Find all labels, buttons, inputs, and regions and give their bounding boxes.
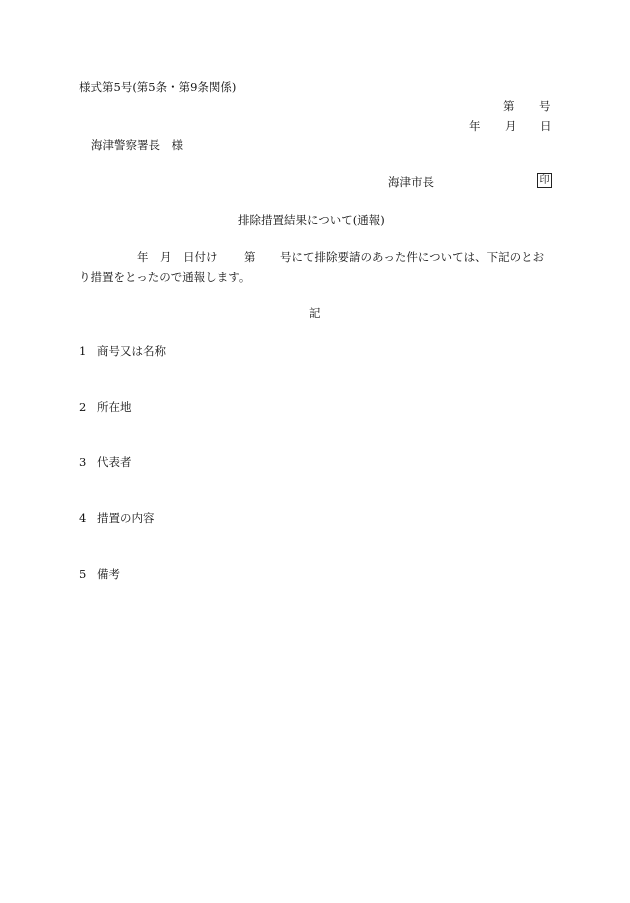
item-4-label: 措置の内容 bbox=[97, 511, 155, 525]
body-text: 号にて排除要請のあった件については、下記のとお bbox=[280, 250, 545, 264]
item-3-label: 代表者 bbox=[97, 455, 132, 469]
ki-heading: 記 bbox=[309, 306, 321, 320]
item-3-number: 3 bbox=[79, 455, 87, 469]
number-dai: 第 bbox=[503, 99, 515, 113]
item-2-label: 所在地 bbox=[97, 400, 132, 414]
date-day: 日 bbox=[540, 119, 552, 133]
item-1-number: 1 bbox=[79, 344, 87, 358]
item-2-number: 2 bbox=[79, 400, 87, 414]
date-year: 年 bbox=[469, 119, 481, 133]
sender: 海津市長 bbox=[388, 175, 434, 189]
document-title: 排除措置結果について(通報) bbox=[238, 213, 385, 227]
body-number-dai: 第 bbox=[244, 250, 256, 264]
addressee: 海津警察署長 様 bbox=[91, 138, 183, 152]
item-1-label: 商号又は名称 bbox=[97, 344, 166, 358]
number-go: 号 bbox=[539, 99, 551, 113]
item-5-number: 5 bbox=[79, 567, 87, 581]
item-5-label: 備考 bbox=[97, 567, 120, 581]
seal-box: 印 bbox=[537, 173, 552, 188]
body-text-line2: り措置をとったので通報します。 bbox=[79, 270, 251, 284]
item-4-number: 4 bbox=[79, 511, 87, 525]
body-date: 年 月 日付け bbox=[137, 250, 218, 264]
form-label: 様式第5号(第5条・第9条関係) bbox=[79, 80, 237, 94]
date-month: 月 bbox=[505, 119, 517, 133]
